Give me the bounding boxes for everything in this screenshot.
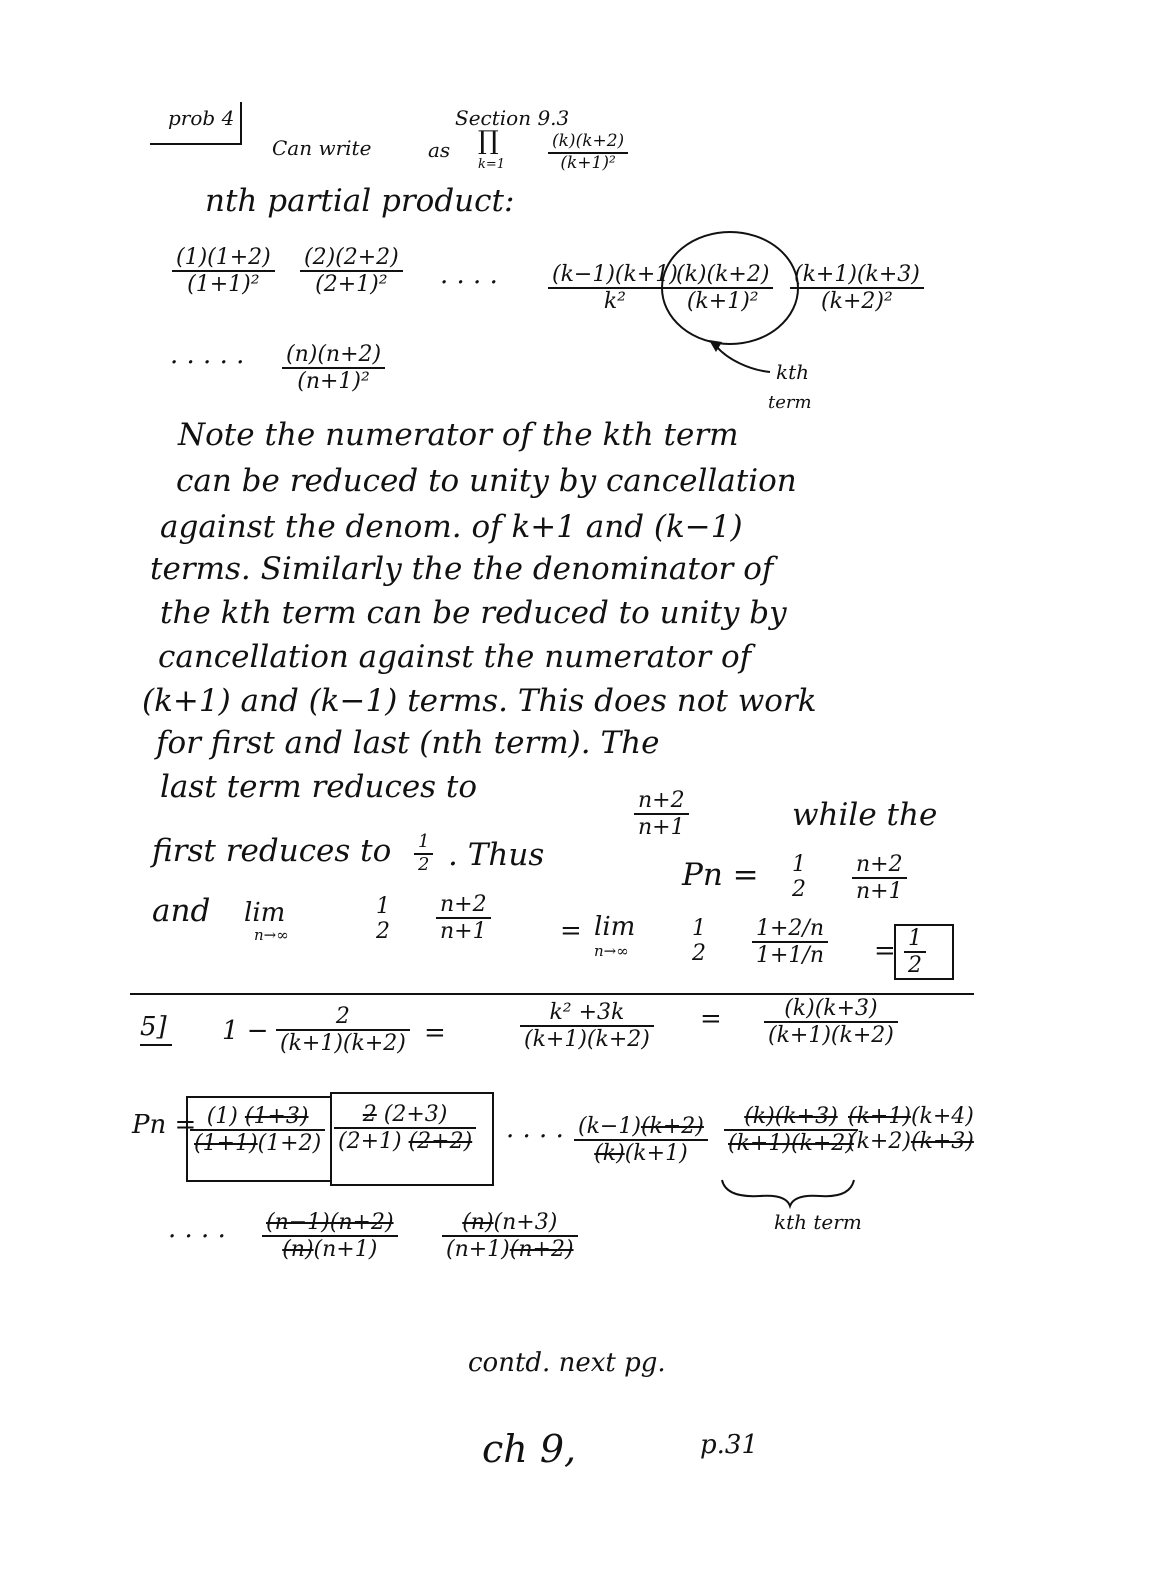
p5-pn-label: Pn = bbox=[132, 1110, 197, 1140]
factor-2-numerator: (2)(2+2) bbox=[304, 245, 399, 270]
lim2-half-denominator: 2 bbox=[692, 941, 706, 967]
n1-den-a-cancelled: (n) bbox=[282, 1237, 314, 1263]
lim-ratio-denominator: n+1 bbox=[440, 919, 487, 945]
lim2-text: lim bbox=[594, 912, 636, 942]
n1-num-b-cancelled: (n+2) bbox=[329, 1210, 394, 1235]
final-answer-denominator: 2 bbox=[908, 953, 922, 979]
n2-den-b-cancelled: (n+2) bbox=[509, 1237, 574, 1263]
pn-label: Pn = bbox=[682, 857, 759, 893]
can-write-text: Can write bbox=[272, 136, 372, 160]
brace-path bbox=[722, 1180, 854, 1206]
p5-b-denominator: (k+1)(k+2) bbox=[524, 1027, 650, 1053]
as-text: as bbox=[428, 138, 451, 162]
last-term-numerator: n+2 bbox=[638, 788, 685, 813]
h1-num-a: (k−1) bbox=[578, 1114, 641, 1139]
while-the-text: while the bbox=[792, 797, 938, 833]
n2-num-b: (n+3) bbox=[493, 1210, 558, 1235]
factor-n-numerator: (n)(n+2) bbox=[286, 342, 382, 367]
note-line-1: Note the numerator of the kth term bbox=[178, 417, 739, 453]
note-line-9: last term reduces to bbox=[160, 769, 478, 805]
lim-subscript: n→∞ bbox=[254, 926, 289, 944]
p5-c-numerator: (k)(k+3) bbox=[784, 996, 878, 1021]
factor-1-denominator: (1+1)² bbox=[187, 272, 260, 298]
g1-num-a: (1) bbox=[206, 1104, 238, 1129]
ellipsis: · · · · bbox=[168, 1222, 226, 1252]
first-term-numerator: 1 bbox=[418, 831, 430, 852]
p5-a-denominator: (k+1)(k+2) bbox=[280, 1031, 406, 1057]
page-number: p.31 bbox=[700, 1430, 758, 1460]
lim2-ratio-denominator: 1+1/n bbox=[756, 943, 825, 969]
product-term-denominator: (k+1)² bbox=[560, 152, 616, 173]
product-limits: k=1 bbox=[478, 157, 506, 172]
h1-num-b-cancelled: (k+2) bbox=[640, 1114, 704, 1139]
h3-num-b: (k+4) bbox=[910, 1104, 974, 1129]
section-label: Section 9.3 bbox=[455, 106, 570, 130]
lim-text: lim bbox=[244, 898, 286, 928]
first-reduces-text: first reduces to bbox=[152, 833, 392, 869]
equals-sign: = bbox=[700, 1004, 722, 1034]
h3-den-a: (k+2) bbox=[848, 1129, 911, 1155]
last-term-denominator: n+1 bbox=[638, 815, 685, 841]
lim-half-numerator: 1 bbox=[376, 894, 390, 919]
pn-ratio-numerator: n+2 bbox=[856, 852, 903, 877]
lim-ratio-numerator: n+2 bbox=[440, 892, 487, 917]
n1-num-a-cancelled: (n−1) bbox=[266, 1210, 330, 1235]
g2-num-a-cancelled: 2 bbox=[362, 1102, 377, 1127]
h1-den-b: (k+1) bbox=[624, 1141, 688, 1167]
p5-c-denominator: (k+1)(k+2) bbox=[768, 1023, 894, 1049]
note-line-8: for first and last (nth term). The bbox=[156, 725, 660, 761]
g2-den-b-cancelled: (2+2) bbox=[408, 1129, 473, 1155]
n1-den-b: (n+1) bbox=[313, 1237, 378, 1263]
ellipsis: · · · · · bbox=[170, 348, 245, 378]
n2-num-a-cancelled: (n) bbox=[462, 1210, 494, 1235]
p5-group-n-minus-1 bbox=[262, 1210, 398, 1263]
note-line-5: the kth term can be reduced to unity by bbox=[160, 595, 787, 631]
chapter-label: ch 9, bbox=[482, 1427, 577, 1471]
partial-product-heading: nth partial product: bbox=[205, 183, 515, 219]
and-text: and bbox=[152, 893, 211, 929]
final-answer-numerator: 1 bbox=[908, 926, 922, 951]
pn-half-numerator: 1 bbox=[792, 852, 806, 877]
first-term-denominator: 2 bbox=[418, 853, 430, 875]
n2-den-a: (n+1) bbox=[446, 1237, 510, 1263]
factor-2-denominator: (2+1)² bbox=[315, 272, 388, 298]
note-line-6: cancellation against the numerator of bbox=[158, 639, 752, 675]
note-line-4: terms. Similarly the the denominator of bbox=[150, 551, 774, 587]
p5-group-n bbox=[442, 1210, 578, 1263]
factor-k-minus-1-numerator: (k−1)(k+1) bbox=[552, 262, 678, 287]
ellipsis: · · · · bbox=[506, 1122, 564, 1152]
p5-b-numerator: k² +3k bbox=[549, 1000, 625, 1025]
p5-a-numerator: 2 bbox=[335, 1004, 350, 1029]
problem-5-label: 5] bbox=[140, 1012, 167, 1042]
problem-label: prob 4 bbox=[168, 106, 235, 130]
note-line-7: (k+1) and (k−1) terms. This does not work bbox=[142, 683, 817, 719]
equals-sign: = bbox=[874, 936, 896, 966]
pn-ratio-denominator: n+1 bbox=[856, 879, 903, 905]
factor-k-numerator: (k)(k+2) bbox=[676, 262, 770, 287]
factor-k-plus-1-denominator: (k+2)² bbox=[821, 289, 893, 315]
h2-num-b-cancelled: (k+3) bbox=[774, 1104, 838, 1129]
ellipsis: · · · · bbox=[440, 268, 498, 298]
lim2-subscript: n→∞ bbox=[594, 942, 629, 960]
h2-den-a-cancelled: (k+1) bbox=[728, 1131, 791, 1157]
product-term-numerator: (k)(k+2) bbox=[552, 131, 625, 151]
g2-num-b: (2+3) bbox=[383, 1102, 448, 1127]
pn-half-denominator: 2 bbox=[792, 877, 806, 903]
lim2-ratio-numerator: 1+2/n bbox=[756, 916, 825, 941]
thus-text: . Thus bbox=[448, 837, 545, 873]
p5-kth-term-label: kth term bbox=[774, 1210, 862, 1234]
g1-num-b-cancelled: (1+3) bbox=[244, 1104, 309, 1129]
factor-k-denominator: (k+1)² bbox=[686, 289, 759, 315]
h1-den-a-cancelled: (k) bbox=[594, 1141, 625, 1167]
product-symbol: ∏ bbox=[478, 126, 499, 156]
lim2-half-numerator: 1 bbox=[692, 916, 706, 941]
equals-sign: = bbox=[424, 1018, 446, 1048]
g2-den-a: (2+1) bbox=[338, 1129, 402, 1155]
one-minus: 1 − bbox=[222, 1016, 269, 1046]
factor-k-plus-1-numerator: (k+1)(k+3) bbox=[794, 262, 920, 287]
term-label: term bbox=[768, 392, 812, 413]
kth-label: kth bbox=[776, 360, 810, 384]
lim-half-denominator: 2 bbox=[376, 919, 390, 945]
factor-1-numerator: (1)(1+2) bbox=[176, 245, 271, 270]
h2-den-b-cancelled: (k+2) bbox=[790, 1131, 854, 1157]
h3-num-a-cancelled: (k+1) bbox=[848, 1104, 911, 1129]
factor-k-minus-1-denominator: k² bbox=[603, 289, 626, 315]
h3-den-b-cancelled: (k+3) bbox=[910, 1129, 974, 1155]
h2-num-a-cancelled: (k) bbox=[744, 1104, 775, 1129]
note-line-2: can be reduced to unity by cancellation bbox=[176, 463, 797, 499]
equals-sign: = bbox=[560, 916, 582, 946]
factor-n-denominator: (n+1)² bbox=[297, 369, 370, 395]
note-line-3: against the denom. of k+1 and (k−1) bbox=[160, 509, 743, 545]
g1-den-a-cancelled: (1+1) bbox=[194, 1131, 258, 1157]
continued-note: contd. next pg. bbox=[468, 1348, 666, 1378]
g1-den-b: (1+2) bbox=[257, 1131, 322, 1157]
